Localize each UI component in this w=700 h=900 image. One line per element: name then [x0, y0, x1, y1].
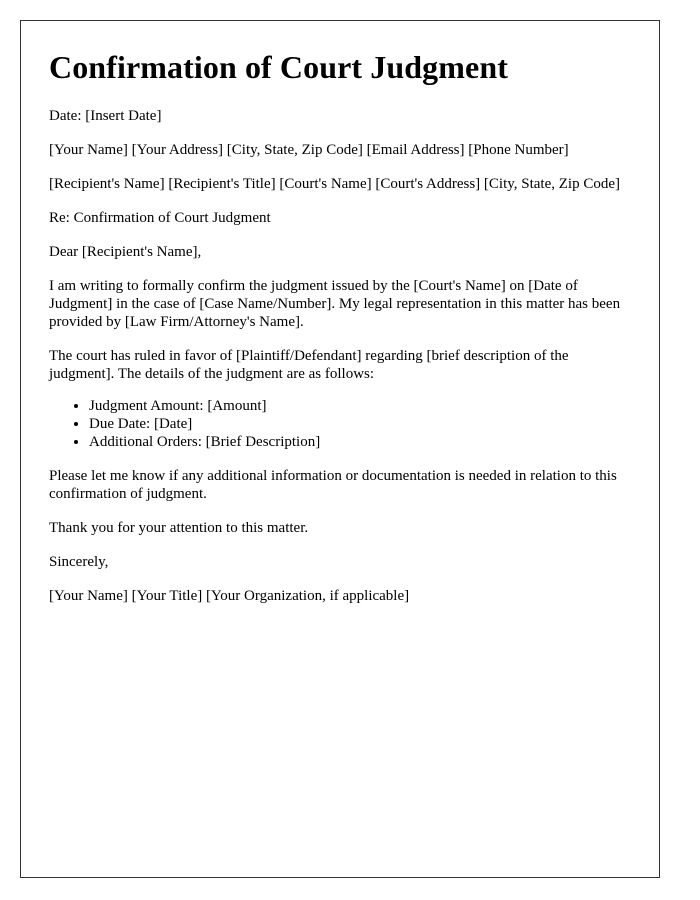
body-paragraph-3: Please let me know if any additional information or documentation is needed in relation to this confirmation of judgment. [49, 468, 617, 502]
subject-line: Re: Confirmation of Court Judgment [49, 210, 271, 226]
recipient-block: [Recipient's Name] [Recipient's Title] [Court's Name] [Court's Address] [City, State, Zip Code] [49, 176, 620, 192]
closing: Sincerely, [49, 554, 109, 570]
letter-page [20, 20, 660, 878]
list-item-additional-orders: • Additional Orders: [Brief Description] [89, 433, 631, 451]
sender-block: [Your Name] [Your Address] [City, State, Zip Code] [Email Address] [Phone Number] [49, 142, 569, 158]
list-item-judgment-amount: • Judgment Amount: [Amount] [89, 397, 631, 415]
body-paragraph-4: Thank you for your attention to this matter. [49, 520, 309, 536]
body-paragraph-2: The court has ruled in favor of [Plaintiff/Defendant] regarding [brief description of the judgment]. The details of the judgment are as follows: [49, 348, 569, 382]
letter-title: Confirmation of Court Judgment [49, 49, 508, 85]
judgment-details-list [49, 397, 631, 451]
salutation: Dear [Recipient's Name], [49, 244, 202, 260]
date-line: Date: [Insert Date] [49, 108, 162, 124]
body-paragraph-1: I am writing to formally confirm the judgment issued by the [Court's Name] on [Date of Judgment] in the case of [Case Name/Number]. My legal representation in this matter has been provided by [Law Firm/Attorney's Name]. [49, 278, 621, 330]
list-item-due-date: • Due Date: [Date] [89, 415, 631, 433]
signature-block: [Your Name] [Your Title] [Your Organization, if applicable] [49, 588, 410, 604]
